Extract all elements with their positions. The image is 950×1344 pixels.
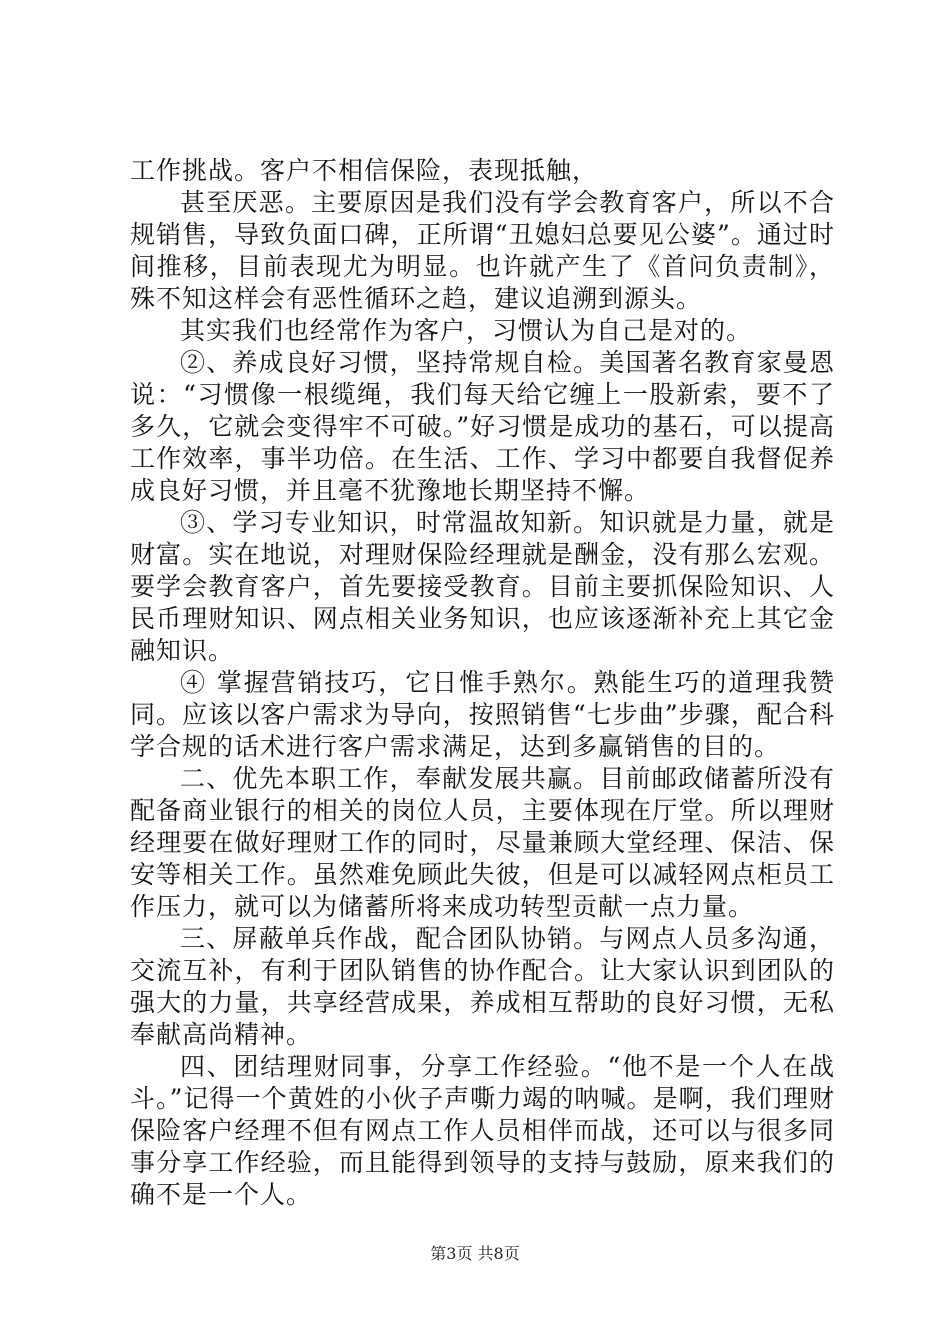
paragraph: 工作挑战。客户不相信保险，表现抵触， — [130, 156, 599, 185]
page-footer: 第3页 共8页 — [430, 1244, 520, 1263]
document-body — [130, 155, 835, 1211]
paragraph: ④ 掌握营销技巧，它日惟手熟尔。熟能生巧的道理我赞同。应该以客户需求为导向，按照销售“七步曲”步骤，配合科学合规的话术进行客户需求满足，达到多赢销售的目的。 — [130, 668, 835, 761]
paragraph: 二、优先本职工作，奉献发展共赢。目前邮政储蓄所没有配备商业银行的相关的岗位人员，主要体现在厅堂。所以理财经理要在做好理财工作的同时，尽量兼顾大堂经理、保洁、保安等相关工作。虽然难免顾此失彼，但是可以减轻网点柜员工作压力，就可以为储蓄所将来成功转型贡献一点力量。 — [130, 764, 835, 921]
paragraph: ③、学习专业知识，时常温故知新。知识就是力量，就是财富。实在地说，对理财保险经理就是酬金，没有那么宏观。要学会教育客户，首先要接受教育。目前主要抓保险知识、人民币理财知识、网点相关业务知识，也应该逐渐补充上其它金融知识。 — [130, 508, 835, 665]
paragraph: 其实我们也经常作为客户，习惯认为自己是对的。 — [180, 316, 753, 345]
paragraph: 甚至厌恶。主要原因是我们没有学会教育客户，所以不合规销售，导致负面口碑，正所谓“丑媳妇总要见公婆”。通过时间推移，目前表现尤为明显。也许就产生了《首问负责制》，殊不知这样会有恶性循环之趋，建议追溯到源头。 — [130, 188, 835, 313]
paragraph: 四、团结理财同事，分享工作经验。“他不是一个人在战斗。”记得一个黄姓的小伙子声嘶力竭的呐喊。是啊，我们理财保险客户经理不但有网点工作人员相伴而战，还可以与很多同事分享工作经验，而且能得到领导的支持与鼓励，原来我们的确不是一个人。 — [130, 1052, 835, 1209]
paragraph: 三、屏蔽单兵作战，配合团队协销。与网点人员多沟通，交流互补，有利于团队销售的协作配合。让大家认识到团队的强大的力量，共享经营成果，养成相互帮助的良好习惯，无私奉献高尚精神。 — [130, 924, 835, 1049]
paragraph: ②、养成良好习惯，坚持常规自检。美国著名教育家曼恩说：“习惯像一根缆绳，我们每天给它缠上一股新索，要不了多久，它就会变得牢不可破。”好习惯是成功的基石，可以提高工作效率，事半功倍。在生活、工作、学习中都要自我督促养成良好习惯，并且毫不犹豫地长期坚持不懈。 — [130, 348, 835, 505]
